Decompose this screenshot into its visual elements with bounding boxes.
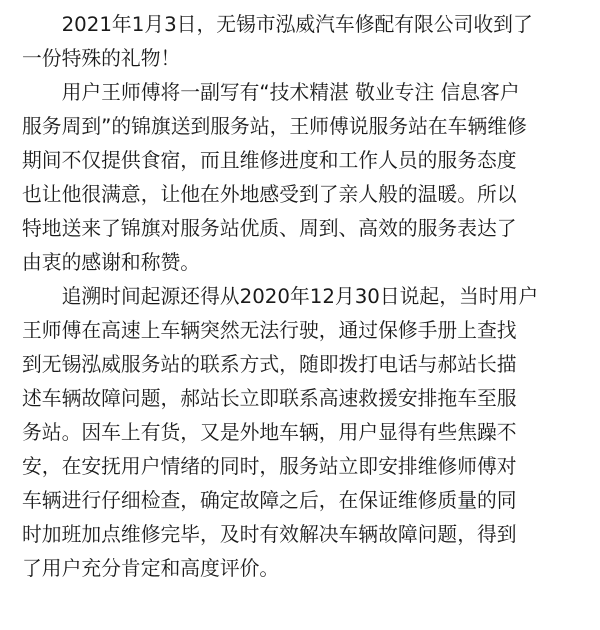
paragraph-1 <box>22 8 578 76</box>
text-line: 也让他很满意，让他在外地感受到了亲人般的温暖。所以 <box>22 183 517 206</box>
text-line: 述车辆故障问题，郝站长立即联系高速救援安排拖车至服 <box>22 387 517 410</box>
text-line: 王师傅在高速上车辆突然无法行驶，通过保修手册上查找 <box>22 319 517 342</box>
paragraph-2 <box>22 76 578 280</box>
text-line: 服务周到”的锦旗送到服务站，王师傅说服务站在车辆维修 <box>22 115 527 138</box>
text-line: 特地送来了锦旗对服务站优质、周到、高效的服务表达了 <box>22 217 517 240</box>
text-line: 用户王师傅将一副写有“技术精湛 敬业专注 信息客户 <box>61 81 520 104</box>
text-line: 期间不仅提供食宿，而且维修进度和工作人员的服务态度 <box>22 149 517 172</box>
text-line: 车辆进行仔细检查，确定故障之后，在保证维修质量的同 <box>22 489 517 512</box>
text-line: 安，在安抚用户情绪的同时，服务站立即安排维修师傅对 <box>22 455 517 478</box>
text-line: 2021年1月3日，无锡市泓威汽车修配有限公司收到了 <box>61 13 533 36</box>
paragraph-3 <box>22 280 578 586</box>
text-line: 一份特殊的礼物！ <box>22 47 181 70</box>
text-line: 务站。因车上有货，又是外地车辆，用户显得有些焦躁不 <box>22 421 517 444</box>
text-line: 到无锡泓威服务站的联系方式，随即拨打电话与郝站长描 <box>22 353 517 376</box>
text-line: 时加班加点维修完毕，及时有效解决车辆故障问题，得到 <box>22 523 517 546</box>
text-line: 由衷的感谢和称赞。 <box>22 251 201 274</box>
text-line: 追溯时间起源还得从2020年12月30日说起，当时用户 <box>61 285 539 308</box>
text-line: 了用户充分肯定和高度评价。 <box>22 557 280 580</box>
